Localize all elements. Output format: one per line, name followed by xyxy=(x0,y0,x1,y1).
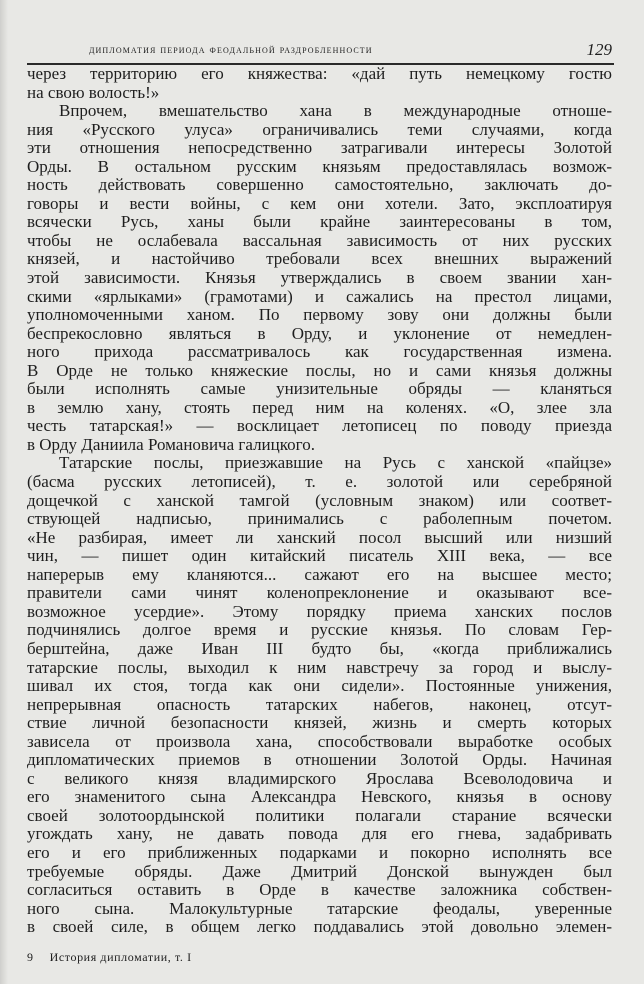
text-line: Впрочем, вмешательство хана в международные отноше- xyxy=(59,102,612,121)
text-line: берштейна, даже Иван III будто бы, «когда приближались xyxy=(27,639,612,658)
text-line: чтобы не ослабевала вассальная зависимость от них русских xyxy=(27,231,612,250)
text-line: (басма русских летописей), т. е. золотой или серебряной xyxy=(27,473,612,492)
text-line: угождать хану, не давать повода для его гнева, задабривать xyxy=(27,825,612,844)
text-line: ния «Русского улуса» ограничивались теми случаями, когда xyxy=(27,120,612,139)
text-line: ствующей надписью, принимались с раболепным почетом. xyxy=(27,510,612,529)
text-line: через территорию его княжества: «дай путь немецкому гостю xyxy=(27,65,612,83)
text-line: подчинялись долгое время и русские князья. По словам Гер- xyxy=(27,621,612,640)
page-edge-shadow xyxy=(0,0,8,984)
text-line: этой зависимости. Князья утверждались в своем звании хан- xyxy=(27,269,612,288)
text-line: на свою волость!» xyxy=(27,83,160,102)
text-line: шивал их стоя, тогда как они сидели». Постоянные унижения, xyxy=(27,677,612,696)
text-line: зависела от произвола хана, способствовали выработке особых xyxy=(27,732,612,751)
text-line: правители сами чинят коленопреклонение и оказывают все- xyxy=(27,584,612,603)
text-line: дощечкой с ханской тамгой (условным знаком) или соответ- xyxy=(27,491,612,510)
text-line: были исполнять самые унизительные обряды — кланяться xyxy=(27,380,612,399)
text-line: Орды. В остальном русским князьям предоставлялась возмож- xyxy=(27,157,612,176)
text-line: дипломатических приемов в отношении Золотой Орды. Начиная xyxy=(27,751,612,770)
text-line: с великого князя владимирского Ярослава Всеволодовича и xyxy=(27,769,612,788)
text-line: чин, — пишет один китайский писатель XIII века, — все xyxy=(27,547,612,566)
text-line: «Не разбирая, имеет ли ханский посол высший или низший xyxy=(27,528,612,547)
text-line: возможное усердие». Этому порядку приема ханских послов xyxy=(27,602,612,621)
text-line: в землю хану, стоять перед ним на коленях. «О, злее зла xyxy=(27,398,612,417)
running-title: дипломатия периода феодальной раздробленности xyxy=(89,44,373,56)
text-line: согласиться оставить в Орде в качестве заложника собствен- xyxy=(27,881,612,900)
text-line: в своей силе, в общем легко поддавались этой довольно элемен- xyxy=(27,918,612,937)
text-line: его знаменитого сына Александра Невского, князья в основу xyxy=(27,788,612,807)
text-line: татарские послы, выходил к ним навстречу за город и выслу- xyxy=(27,658,612,677)
text-line: в Орду Даниила Романовича галицкого. xyxy=(27,435,315,454)
text-line: своей золотоордынской политики полагали старание всячески xyxy=(27,806,612,825)
text-line: всячески Русь, ханы были крайне заинтересованы в том, xyxy=(27,213,612,232)
footer-book-title: История дипломатии, т. I xyxy=(49,950,192,964)
text-line: говоры и вести войны, с кем они хотели. Зато, эксплоатируя xyxy=(27,194,612,213)
page-header xyxy=(27,40,612,64)
text-line: ствие личной безопасности князей, жизнь и смерть которых xyxy=(27,714,612,733)
text-line: эти отношения непосредственно затрагивали интересы Золотой xyxy=(27,139,612,158)
text-line: требуемые обряды. Даже Дмитрий Донской вынужден был xyxy=(27,862,612,881)
text-line: ность действовать совершенно самостоятельно, заключать до- xyxy=(27,176,612,195)
body-text xyxy=(27,65,612,937)
text-line: ного сына. Малокультурные татарские феодалы, уверенные xyxy=(27,899,612,918)
text-line: честь татарская!» — восклицает летописец по поводу приезда xyxy=(27,417,612,436)
text-line: князей, и настойчиво требовали всех внешних выражений xyxy=(27,250,612,269)
text-line: беспрекословно являться в Орду, и уклонение от немедлен- xyxy=(27,324,612,343)
text-line: его и его приближенных подарками и покорно исполнять все xyxy=(27,843,612,862)
text-line: В Орде не только княжеские послы, но и сами князья должны xyxy=(27,361,612,380)
text-line: непрерывная опасность татарских набегов, наконец, отсут- xyxy=(27,695,612,714)
page-number: 129 xyxy=(586,40,612,59)
page-footer xyxy=(27,950,192,965)
text-line: уполномоченными ханом. По первому зову они должны были xyxy=(27,306,612,325)
signature-mark: 9 xyxy=(27,950,34,964)
text-line: ного прихода рассматривалось как государственная измена. xyxy=(27,343,612,362)
text-line: скими «ярлыками» (грамотами) и сажались на престол лицами, xyxy=(27,287,612,306)
text-line: наперерыв ему кланяются... сажают его на высшее место; xyxy=(27,565,612,584)
text-line: Татарские послы, приезжавшие на Русь с ханской «пайцзе» xyxy=(59,454,612,473)
